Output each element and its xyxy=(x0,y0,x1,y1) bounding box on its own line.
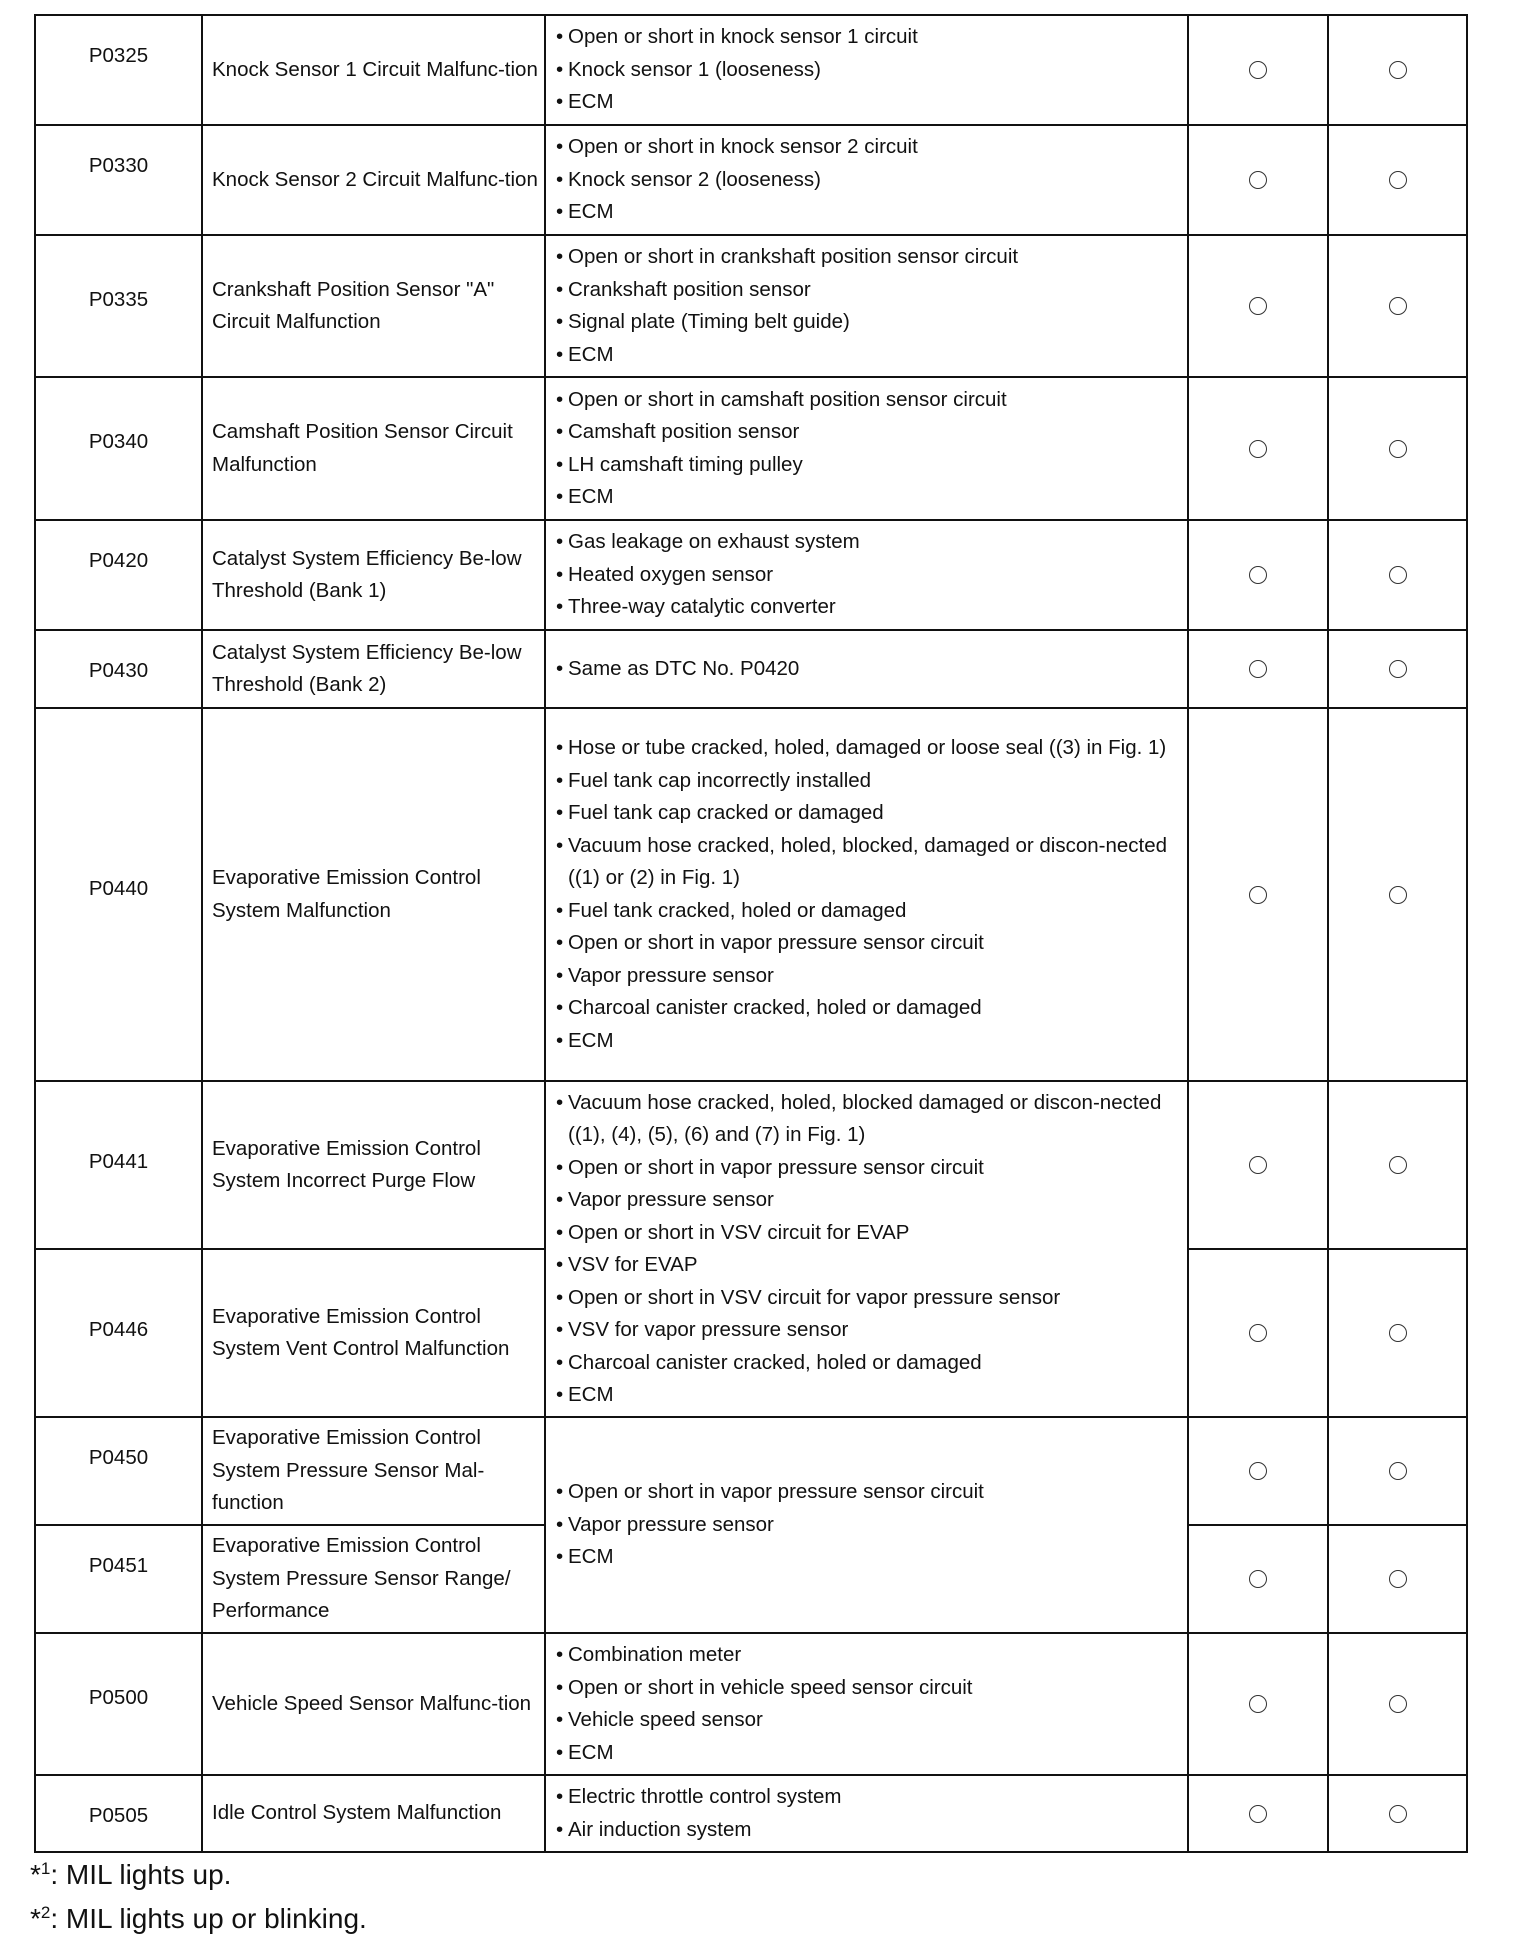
table-row xyxy=(35,1633,1467,1775)
footnote-2 xyxy=(30,1894,367,1938)
circle-mark-icon xyxy=(1249,1570,1267,1588)
detection-item: Knock Sensor 2 Circuit Malfunc-tion xyxy=(202,125,545,235)
memory-cell xyxy=(1328,630,1467,708)
trouble-item: • Charcoal canister cracked, holed or damaged xyxy=(556,992,1179,1025)
memory-cell xyxy=(1328,1775,1467,1852)
trouble-item: • Three-way catalytic converter xyxy=(556,591,1179,624)
dtc-code-cell xyxy=(35,235,202,377)
circle-mark-icon xyxy=(1249,566,1267,584)
dtc-code: P0420 xyxy=(88,549,149,572)
dtc-code: P0325 xyxy=(88,44,149,67)
trouble-item: • ECM xyxy=(556,1025,1179,1058)
detection-item: Catalyst System Efficiency Be-low Threshold (Bank 2) xyxy=(202,630,545,708)
trouble-item: • Gas leakage on exhaust system xyxy=(556,526,1179,559)
mil-cell xyxy=(1188,1775,1328,1852)
table-row xyxy=(35,1775,1467,1852)
footnote-text: : MIL lights up. xyxy=(50,1859,232,1890)
mil-cell xyxy=(1188,15,1328,125)
dtc-code-cell xyxy=(35,125,202,235)
footnote-number: 1 xyxy=(40,1859,51,1878)
trouble-item: • Same as DTC No. P0420 xyxy=(556,653,1179,686)
trouble-item: • Crankshaft position sensor xyxy=(556,274,1179,307)
trouble-item: • Vacuum hose cracked, holed, blocked damaged or discon-nected ((1), (4), (5), (6) and (7) in Fig. 1) xyxy=(556,1087,1179,1152)
dtc-code: P0446 xyxy=(88,1318,149,1341)
trouble-item: • Open or short in vapor pressure sensor circuit xyxy=(556,927,1179,960)
trouble-area xyxy=(545,235,1188,377)
dtc-code-cell xyxy=(35,708,202,1081)
circle-mark-icon xyxy=(1249,440,1267,458)
memory-cell xyxy=(1328,125,1467,235)
trouble-area xyxy=(545,125,1188,235)
trouble-item: • Open or short in knock sensor 1 circuit xyxy=(556,21,1179,54)
circle-mark-icon xyxy=(1389,1570,1407,1588)
trouble-item: • ECM xyxy=(556,481,1179,514)
trouble-item: • Vapor pressure sensor xyxy=(556,1184,1179,1217)
circle-mark-icon xyxy=(1249,886,1267,904)
table-row xyxy=(35,125,1467,235)
trouble-area xyxy=(545,15,1188,125)
trouble-item: • Combination meter xyxy=(556,1639,1179,1672)
trouble-item: • Open or short in VSV circuit for EVAP xyxy=(556,1217,1179,1250)
detection-item: Knock Sensor 1 Circuit Malfunc-tion xyxy=(202,15,545,125)
circle-mark-icon xyxy=(1389,886,1407,904)
dtc-code: P0451 xyxy=(88,1554,149,1577)
dtc-code-cell xyxy=(35,1417,202,1525)
trouble-item: • Heated oxygen sensor xyxy=(556,559,1179,592)
table-row xyxy=(35,520,1467,630)
dtc-code-cell xyxy=(35,1775,202,1852)
trouble-area xyxy=(545,708,1188,1081)
trouble-area xyxy=(545,630,1188,708)
mil-cell xyxy=(1188,630,1328,708)
mil-cell xyxy=(1188,1417,1328,1525)
trouble-item: • Open or short in crankshaft position sensor circuit xyxy=(556,241,1179,274)
dtc-code-cell xyxy=(35,520,202,630)
memory-cell xyxy=(1328,1249,1467,1417)
circle-mark-icon xyxy=(1249,297,1267,315)
circle-mark-icon xyxy=(1389,1324,1407,1342)
trouble-item: • ECM xyxy=(556,339,1179,372)
trouble-area xyxy=(545,377,1188,520)
trouble-area xyxy=(545,1633,1188,1775)
dtc-code-cell xyxy=(35,1081,202,1249)
trouble-item: • Vapor pressure sensor xyxy=(556,960,1179,993)
mil-cell xyxy=(1188,708,1328,1081)
dtc-code-cell xyxy=(35,15,202,125)
footnote-number: 2 xyxy=(40,1903,51,1922)
trouble-item: • ECM xyxy=(556,1379,1179,1412)
mil-cell xyxy=(1188,1081,1328,1249)
trouble-item: • VSV for EVAP xyxy=(556,1249,1179,1282)
trouble-area xyxy=(545,1775,1188,1852)
table-row xyxy=(35,377,1467,520)
trouble-area xyxy=(545,520,1188,630)
circle-mark-icon xyxy=(1249,1156,1267,1174)
dtc-code: P0505 xyxy=(88,1804,149,1827)
circle-mark-icon xyxy=(1249,660,1267,678)
memory-cell xyxy=(1328,377,1467,520)
circle-mark-icon xyxy=(1389,1462,1407,1480)
trouble-item: • Open or short in camshaft position sensor circuit xyxy=(556,384,1179,417)
detection-item: Evaporative Emission Control System Pressure Sensor Range/ Performance xyxy=(202,1525,545,1633)
trouble-item: • Fuel tank cracked, holed or damaged xyxy=(556,895,1179,928)
dtc-code: P0440 xyxy=(88,877,149,900)
circle-mark-icon xyxy=(1249,1324,1267,1342)
circle-mark-icon xyxy=(1389,1156,1407,1174)
footnote-mark: * xyxy=(30,1903,41,1934)
footnote-1 xyxy=(30,1850,367,1894)
circle-mark-icon xyxy=(1389,440,1407,458)
memory-cell xyxy=(1328,708,1467,1081)
trouble-item: • Knock sensor 1 (looseness) xyxy=(556,54,1179,87)
detection-item: Camshaft Position Sensor Circuit Malfunction xyxy=(202,377,545,520)
mil-cell xyxy=(1188,377,1328,520)
dtc-code: P0330 xyxy=(88,154,149,177)
trouble-area xyxy=(545,1081,1188,1417)
circle-mark-icon xyxy=(1249,171,1267,189)
mil-cell xyxy=(1188,235,1328,377)
footnote-mark: * xyxy=(30,1859,41,1890)
memory-cell xyxy=(1328,520,1467,630)
circle-mark-icon xyxy=(1389,660,1407,678)
trouble-item: • Open or short in vehicle speed sensor circuit xyxy=(556,1672,1179,1705)
circle-mark-icon xyxy=(1249,1462,1267,1480)
trouble-item: • Open or short in vapor pressure sensor circuit xyxy=(556,1152,1179,1185)
mil-cell xyxy=(1188,520,1328,630)
trouble-item: • Open or short in knock sensor 2 circuit xyxy=(556,131,1179,164)
trouble-item: • ECM xyxy=(556,1737,1179,1770)
trouble-item: • LH camshaft timing pulley xyxy=(556,449,1179,482)
trouble-item: • Hose or tube cracked, holed, damaged or loose seal ((3) in Fig. 1) xyxy=(556,732,1179,765)
trouble-item: • Knock sensor 2 (looseness) xyxy=(556,164,1179,197)
detection-item: Catalyst System Efficiency Be-low Threshold (Bank 1) xyxy=(202,520,545,630)
memory-cell xyxy=(1328,1525,1467,1633)
dtc-code-cell xyxy=(35,630,202,708)
dtc-code: P0335 xyxy=(88,288,149,311)
detection-item: Evaporative Emission Control System Pressure Sensor Mal-function xyxy=(202,1417,545,1525)
dtc-code-cell xyxy=(35,1633,202,1775)
circle-mark-icon xyxy=(1249,1695,1267,1713)
trouble-item: • Open or short in VSV circuit for vapor pressure sensor xyxy=(556,1282,1179,1315)
trouble-item: • VSV for vapor pressure sensor xyxy=(556,1314,1179,1347)
circle-mark-icon xyxy=(1389,1695,1407,1713)
table-row xyxy=(35,15,1467,125)
memory-cell xyxy=(1328,1081,1467,1249)
trouble-item: • Vacuum hose cracked, holed, blocked, damaged or discon-nected ((1) or (2) in Fig. 1) xyxy=(556,830,1179,895)
detection-item: Crankshaft Position Sensor "A" Circuit Malfunction xyxy=(202,235,545,377)
trouble-area xyxy=(545,1417,1188,1633)
circle-mark-icon xyxy=(1249,61,1267,79)
footnote-text: : MIL lights up or blinking. xyxy=(50,1903,367,1934)
dtc-code: P0500 xyxy=(88,1686,149,1709)
trouble-item: • Open or short in vapor pressure sensor circuit xyxy=(556,1476,1179,1509)
dtc-table xyxy=(34,14,1468,1853)
memory-cell xyxy=(1328,235,1467,377)
table-row xyxy=(35,708,1467,1081)
trouble-item: • ECM xyxy=(556,196,1179,229)
circle-mark-icon xyxy=(1389,1805,1407,1823)
trouble-item: • Fuel tank cap incorrectly installed xyxy=(556,765,1179,798)
trouble-item: • Vapor pressure sensor xyxy=(556,1509,1179,1542)
trouble-item: • Fuel tank cap cracked or damaged xyxy=(556,797,1179,830)
dtc-code-cell xyxy=(35,1525,202,1633)
trouble-item: • ECM xyxy=(556,1541,1179,1574)
dtc-code: P0441 xyxy=(88,1150,149,1173)
table-row xyxy=(35,630,1467,708)
detection-item: Idle Control System Malfunction xyxy=(202,1775,545,1852)
circle-mark-icon xyxy=(1389,61,1407,79)
trouble-item: • ECM xyxy=(556,86,1179,119)
memory-cell xyxy=(1328,1417,1467,1525)
dtc-code-cell xyxy=(35,377,202,520)
detection-item: Evaporative Emission Control System Incorrect Purge Flow xyxy=(202,1081,545,1249)
dtc-code: P0450 xyxy=(88,1446,149,1469)
footnotes xyxy=(30,1850,367,1938)
trouble-item: • Camshaft position sensor xyxy=(556,416,1179,449)
trouble-item: • Air induction system xyxy=(556,1814,1179,1847)
circle-mark-icon xyxy=(1389,566,1407,584)
trouble-item: • Vehicle speed sensor xyxy=(556,1704,1179,1737)
circle-mark-icon xyxy=(1389,297,1407,315)
circle-mark-icon xyxy=(1249,1805,1267,1823)
mil-cell xyxy=(1188,1633,1328,1775)
trouble-item: • Electric throttle control system xyxy=(556,1781,1179,1814)
table-row xyxy=(35,1417,1467,1525)
circle-mark-icon xyxy=(1389,171,1407,189)
mil-cell xyxy=(1188,125,1328,235)
dtc-code: P0430 xyxy=(88,659,149,682)
dtc-code: P0340 xyxy=(88,430,149,453)
trouble-item: • Charcoal canister cracked, holed or damaged xyxy=(556,1347,1179,1380)
detection-item: Vehicle Speed Sensor Malfunc-tion xyxy=(202,1633,545,1775)
trouble-item: • Signal plate (Timing belt guide) xyxy=(556,306,1179,339)
memory-cell xyxy=(1328,15,1467,125)
table-row xyxy=(35,1081,1467,1249)
mil-cell xyxy=(1188,1249,1328,1417)
memory-cell xyxy=(1328,1633,1467,1775)
dtc-code-cell xyxy=(35,1249,202,1417)
detection-item: Evaporative Emission Control System Vent Control Malfunction xyxy=(202,1249,545,1417)
detection-item: Evaporative Emission Control System Malfunction xyxy=(202,708,545,1081)
table-row xyxy=(35,235,1467,377)
mil-cell xyxy=(1188,1525,1328,1633)
